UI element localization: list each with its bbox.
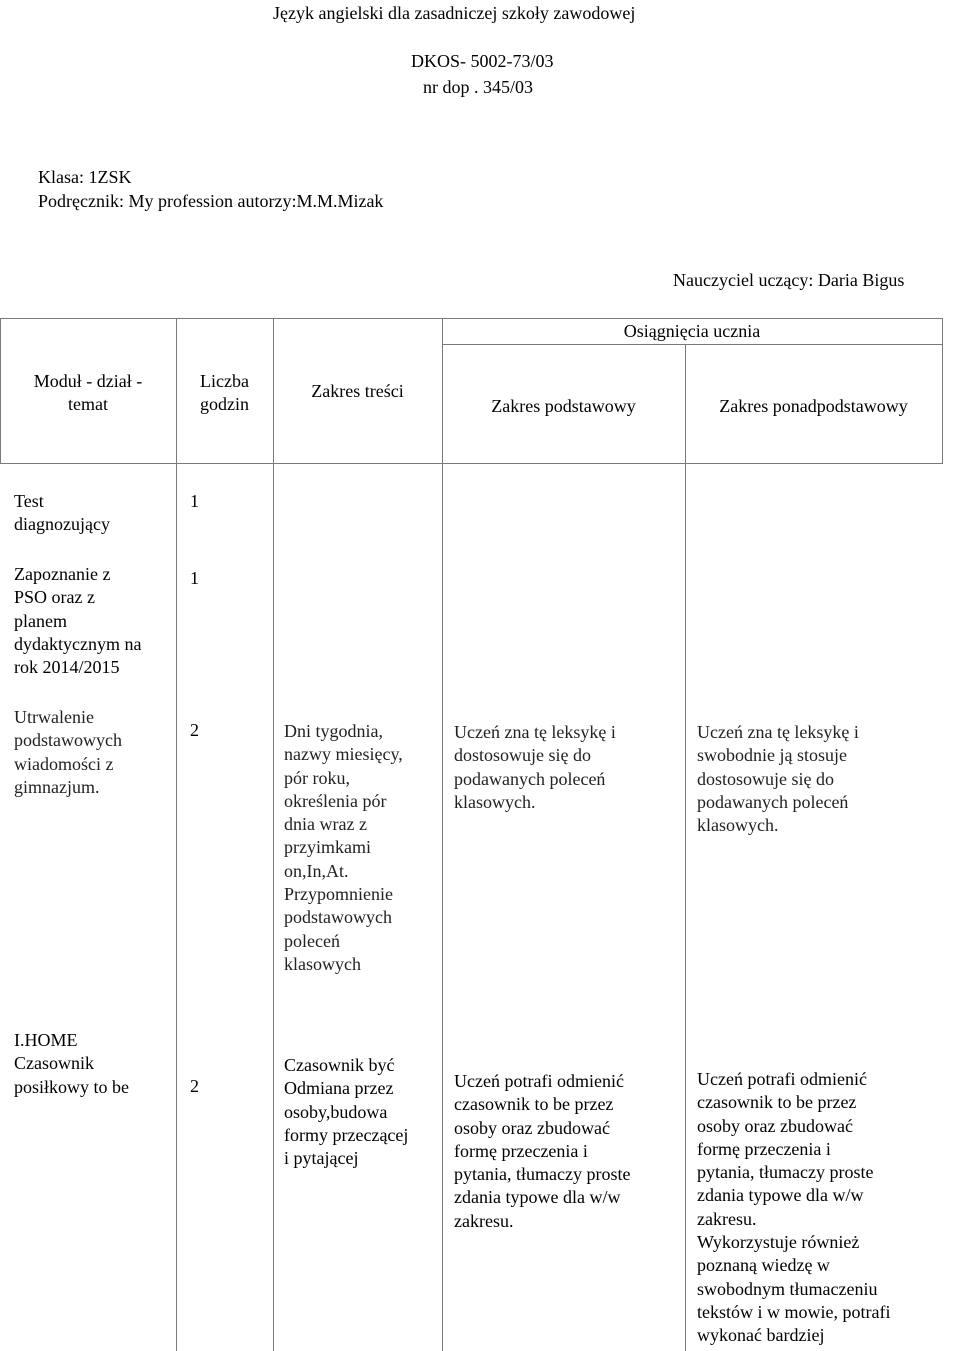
admission-number: nr dop . 345/03 — [423, 77, 533, 97]
document-title: Język angielski dla zasadniczej szkoły zawodowej — [273, 3, 636, 23]
hours-cell: 1 — [190, 491, 199, 511]
hours-cell: 2 — [190, 720, 199, 740]
content-header: Zakres treści — [311, 381, 404, 401]
basic-cell: Uczeń zna tę leksykę i dostosowuje się do podawanych poleceń klasowych. — [454, 722, 616, 812]
basic-header: Zakres podstawowy — [491, 396, 636, 416]
module-cell: Zapoznanie z PSO oraz z planem dydaktycznym na rok 2014/2015 — [14, 564, 142, 678]
program-code: DKOS- 5002-73/03 — [411, 51, 554, 71]
advanced-header: Zakres ponadpodstawowy — [719, 396, 908, 416]
advanced-cell: Uczeń zna tę leksykę i swobodnie ją stosuje dostosowuje się do podawanych poleceń klasowych. — [697, 722, 859, 836]
module-header: Moduł - dział - temat — [33, 371, 143, 415]
achievements-header: Osiągnięcia ucznia — [623, 321, 761, 341]
textbook-label: Podręcznik: My profession autorzy:M.M.Mizak — [38, 191, 384, 211]
advanced-cell: Uczeń potrafi odmienić czasownik to be przez osoby oraz zbudować formę przeczenia i pytania, tłumaczy proste zdania typowe dla w/w zakresu. Wykorzystuje również poznaną wiedzę w swobodnym tłumaczeniu tekstów i w mowie, potrafi wykonać bardziej — [697, 1069, 891, 1346]
teacher-label: Nauczyciel uczący: Daria Bigus — [673, 270, 905, 290]
basic-cell: Uczeń potrafi odmienić czasownik to be przez osoby oraz zbudować formę przeczenia i pytania, tłumaczy proste zdania typowe dla w/w zakresu. — [454, 1071, 631, 1231]
content-cell: Czasownik być Odmiana przez osoby,budowa formy przeczącej i pytającej — [284, 1055, 409, 1169]
content-cell: Dni tygodnia, nazwy miesięcy, pór roku, określenia pór dnia wraz z przyimkami on,In,At. Przypomnienie podstawowych poleceń klasowych — [284, 721, 403, 974]
hours-header: Liczba godzin — [200, 371, 249, 415]
module-cell: Utrwalenie podstawowych wiadomości z gimnazjum. — [14, 707, 122, 797]
hours-cell: 1 — [190, 568, 199, 588]
hours-cell: 2 — [190, 1076, 199, 1096]
module-cell: Test diagnozujący — [14, 491, 110, 535]
class-label: Klasa: 1ZSK — [38, 167, 132, 187]
module-cell: I.HOME Czasownik posiłkowy to be — [14, 1030, 129, 1097]
